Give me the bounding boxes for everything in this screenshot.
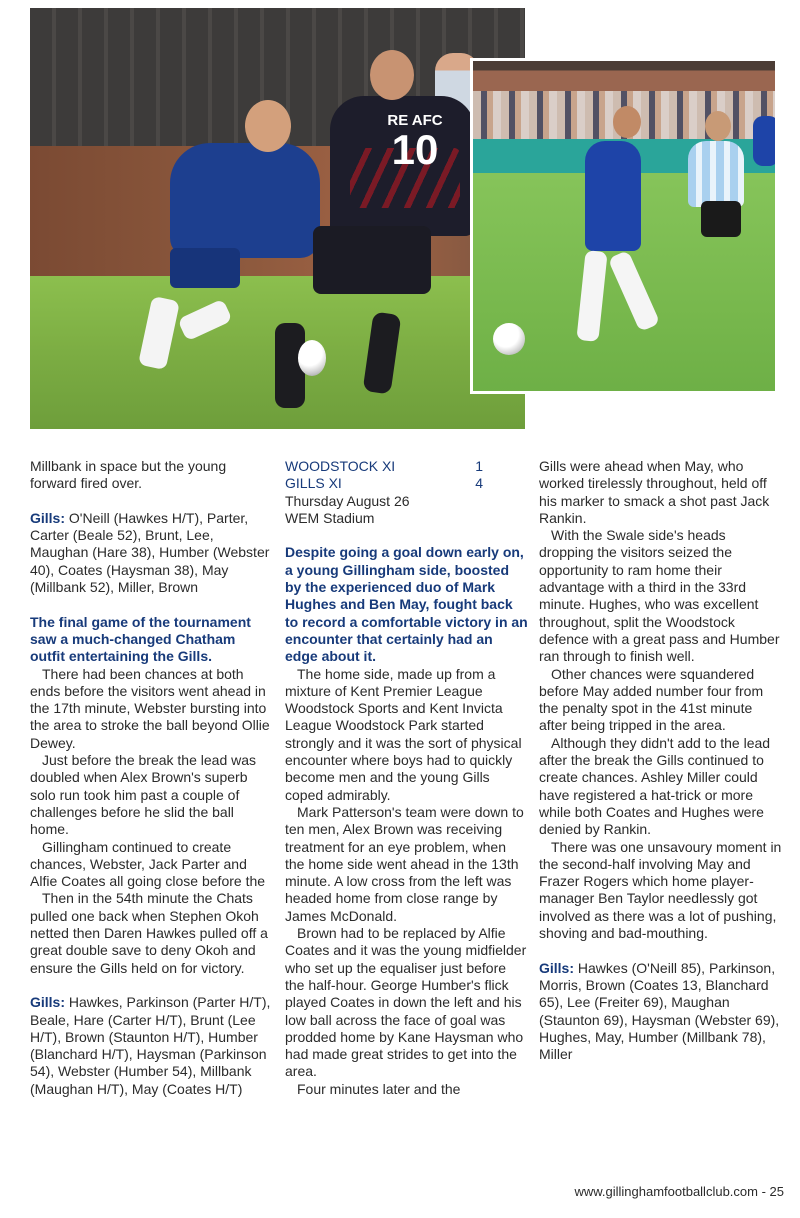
paragraph: Gillingham continued to create chances, Webster, Jack Parter and Alfie Coates all going close before the — [30, 838, 266, 890]
lineup-text: Hawkes, Parkinson (Parter H/T), Beale, Hare (Carter H/T), Brunt (Lee H/T), Brown (Staunton H/T), Humber (Blanchard H/T), Haysman (Parkinson 54), Webster (Humber 54), Millbank (Maughan H/T), May (Coates H/T) — [30, 994, 271, 1097]
article-column-3 — [539, 458, 784, 1063]
lineup-text: Hawkes (O'Neill 85), Parkinson, Morris, Brown (Coates 13, Blanchard 65), Lee (Freiter 69), Maughan (Staunton 69), Haysman (Webster 69), Hughes, May, Humber (Millbank 78), Miller — [539, 959, 780, 1063]
paragraph: Gills were ahead when May, who worked tirelessly throughout, held off his marker to smack a shot past Jack Rankin. — [539, 458, 770, 526]
result-row-away — [285, 475, 529, 492]
paragraph: There was one unsavoury moment in the second-half involving May and Frazer Rogers which home player-manager Ben Taylor needlessly got involved as there was a lot of pushing, shoving and bad-mouthing. — [539, 838, 782, 942]
inset-opponent-shorts — [701, 201, 741, 237]
article-column-1 — [30, 458, 274, 1098]
gills-player-shorts — [170, 248, 240, 288]
away-team-score: 4 — [475, 475, 483, 492]
paragraph: Although they didn't add to the lead after the break the Gills continued to create chances. Ashley Miller could have registered a hat-trick or more while both Coates and Hughes were denied by Rankin. — [539, 734, 771, 838]
paragraph: Other chances were squandered before May added number four from the penalty spot in the 41st minute after being tripped in the area. — [539, 665, 764, 734]
shirt-name-text: RE AFC — [387, 112, 443, 129]
paragraph: Millbank in space but the young forward fired over. — [30, 458, 227, 492]
lineup-label: Gills: — [30, 509, 66, 526]
paragraph: Mark Patterson's team were down to ten men, Alex Brown was receiving treatment for an eye problem, when the home side went ahead in the 13th minute. A low cross from the left was headed home from close range by James McDonald. — [285, 803, 524, 924]
match-venue: WEM Stadium — [285, 509, 375, 526]
paragraph: Four minutes later and the — [297, 1080, 461, 1097]
away-team-name: GILLS XI — [285, 475, 342, 492]
paragraph: Just before the break the lead was doubled when Alex Brown's superb solo run took him past a couple of challenges before he slid the ball home. — [30, 752, 257, 838]
lineup — [30, 510, 274, 596]
paragraph: There had been chances at both ends before the visitors went ahead in the 17th minute, Webster bursting into the area to stroke the ball beyond Ollie Dewey. — [30, 665, 270, 751]
article-column-2 — [285, 458, 529, 1098]
lineup-label: Gills: — [30, 994, 66, 1011]
inset-opponent-player — [688, 141, 744, 207]
lineup-text: O'Neill (Hawkes H/T), Parter, Carter (Beale 52), Brunt, Lee, Maughan (Hare 38), Humber (Webster 40), Coates (Haysman 38), May (Millbank 52), Miller, Brown — [30, 509, 270, 596]
match-lead-paragraph: The final game of the tournament saw a much-changed Chatham outfit entertaining the Gills. — [30, 613, 251, 665]
opponent-player-head — [370, 50, 414, 100]
club-website-url: www.gillinghamfootballclub.com — [574, 1184, 758, 1199]
football — [298, 340, 326, 376]
page-number: 25 — [769, 1184, 784, 1199]
inset-football — [493, 323, 525, 355]
match-photo-inset — [470, 58, 778, 394]
inset-background-player — [753, 116, 778, 166]
opponent-player-shorts — [313, 226, 431, 294]
lineup-label: Gills: — [539, 959, 575, 976]
inset-gills-player-head — [613, 106, 641, 138]
page-footer — [500, 1184, 784, 1199]
paragraph: The home side, made up from a mixture of Kent Premier League Woodstock Sports and Kent Invicta League Woodstock Park started strongly and it was the sort of physical encounter where boys had to quickly become men and the young Gills coped admirably. — [285, 665, 522, 803]
footer-separator: - — [757, 1184, 770, 1199]
paragraph: With the Swale side's heads dropping the visitors seized the opportunity to ram home their advantage with a third in the 33rd minute. Hughes, who was excellent throughout, split the Woodstock defence with a great pass and Humber ran through to finish well. — [539, 527, 780, 665]
match-lead-paragraph: Despite going a goal down early on, a young Gillingham side, boosted by the experienced duo of Mark Hughes and Ben May, fought back to record a comfortable victory in an encounter that certainly had an edge about it. — [285, 544, 528, 665]
lineup — [30, 994, 274, 1098]
match-date: Thursday August 26 — [285, 492, 410, 509]
paragraph: Then in the 54th minute the Chats pulled one back when Stephen Okoh netted then Daren Hawkes pulled off a great double save to deny Okoh and ensure the Gills held on for victory. — [30, 890, 268, 976]
shirt-number-text: 10 — [391, 126, 439, 173]
inset-gills-player — [585, 141, 641, 251]
paragraph: Brown had to be replaced by Alfie Coates and it was the young midfielder who set up the equaliser just before the half-hour. George Humber's flick played Coates in down the left and his low ball across the face of goal was prodded home by Kane Haysman who had made great strides to get into the area. — [285, 925, 527, 1080]
result-row-home — [285, 458, 529, 475]
match-photo-main — [30, 8, 525, 429]
gills-player-shirt — [170, 143, 320, 258]
home-team-score: 1 — [475, 458, 483, 474]
home-team-name: WOODSTOCK XI — [285, 458, 396, 474]
gills-player-head — [245, 100, 291, 152]
lineup — [539, 960, 784, 1064]
inset-opponent-head — [705, 111, 731, 141]
